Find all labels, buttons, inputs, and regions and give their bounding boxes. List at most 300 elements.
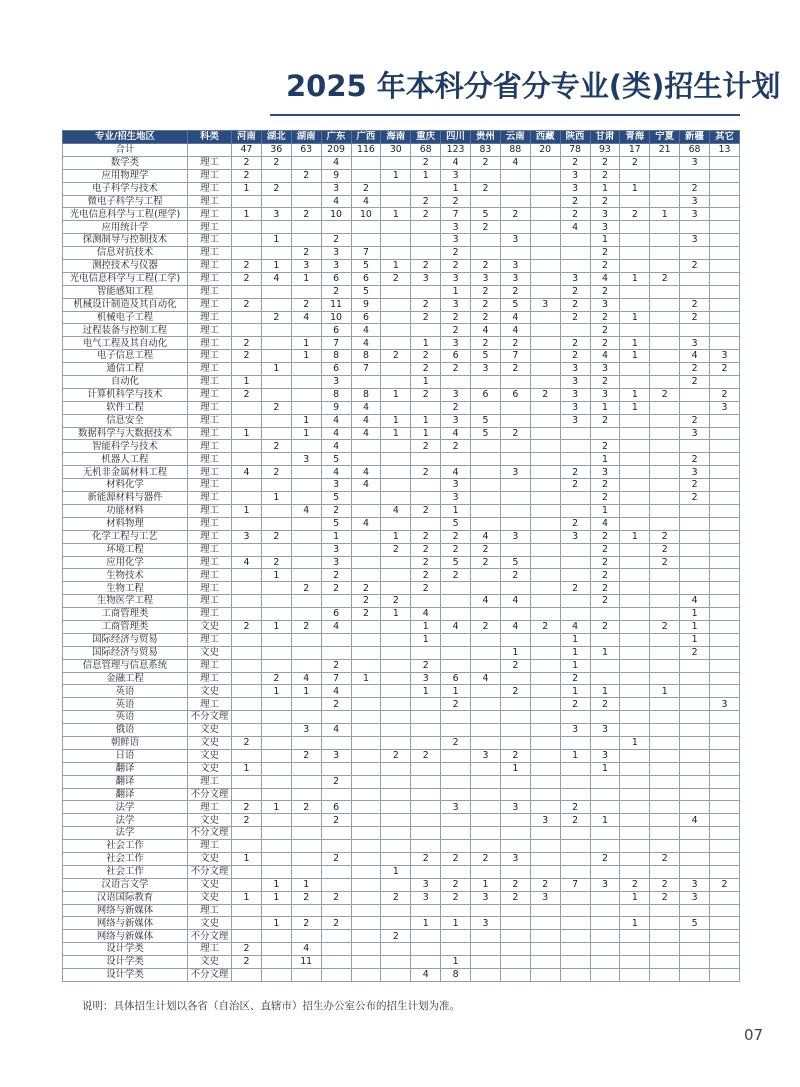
category-cell: 理工 (188, 208, 232, 221)
quota-cell (680, 324, 710, 337)
quota-cell (471, 685, 501, 698)
quota-cell (620, 582, 650, 595)
footnote: 说明：具体招生计划以各省（自治区、直辖市）招生办公室公布的招生计划为准。 (82, 1000, 460, 1012)
major-name-cell: 智能感知工程 (63, 285, 188, 298)
quota-cell: 2 (441, 311, 471, 324)
quota-cell: 4 (351, 517, 381, 530)
category-cell: 文史 (188, 736, 232, 749)
quota-cell (560, 775, 590, 788)
quota-cell: 1 (590, 401, 620, 414)
major-name-cell: 俄语 (63, 724, 188, 737)
quota-cell (261, 388, 291, 401)
category-cell: 理工 (188, 324, 232, 337)
quota-cell: 3 (441, 272, 471, 285)
quota-cell (530, 272, 560, 285)
header-province: 宁夏 (650, 131, 680, 144)
quota-cell (261, 788, 291, 801)
quota-cell (710, 827, 740, 840)
quota-cell (381, 479, 411, 492)
quota-cell (680, 504, 710, 517)
quota-cell (381, 685, 411, 698)
table-row (63, 156, 740, 169)
quota-cell: 2 (680, 298, 710, 311)
quota-cell (261, 298, 291, 311)
quota-cell (232, 401, 262, 414)
header-province: 陕西 (560, 131, 590, 144)
quota-cell (500, 492, 530, 505)
quota-cell (351, 930, 381, 943)
quota-cell: 1 (232, 376, 262, 389)
quota-cell: 2 (381, 930, 411, 943)
quota-cell (261, 195, 291, 208)
quota-cell (710, 479, 740, 492)
quota-cell (560, 736, 590, 749)
quota-cell: 2 (560, 479, 590, 492)
category-cell: 理工 (188, 840, 232, 853)
quota-cell (351, 801, 381, 814)
quota-cell: 1 (620, 401, 650, 414)
quota-cell (321, 221, 351, 234)
quota-cell (291, 840, 321, 853)
table-row (63, 195, 740, 208)
quota-cell (650, 414, 680, 427)
major-name-cell: 英语 (63, 685, 188, 698)
quota-cell: 1 (321, 530, 351, 543)
quota-cell (232, 711, 262, 724)
quota-cell (710, 814, 740, 827)
quota-cell (381, 646, 411, 659)
quota-cell: 7 (560, 878, 590, 891)
quota-cell (232, 930, 262, 943)
quota-cell: 5 (500, 298, 530, 311)
quota-cell (381, 337, 411, 350)
quota-cell: 2 (471, 285, 501, 298)
quota-cell (291, 156, 321, 169)
quota-cell (471, 865, 501, 878)
quota-cell (232, 672, 262, 685)
quota-cell (710, 260, 740, 273)
quota-cell (710, 221, 740, 234)
major-name-cell: 法学 (63, 801, 188, 814)
quota-cell (291, 363, 321, 376)
quota-cell (232, 543, 262, 556)
quota-cell (471, 376, 501, 389)
quota-cell (232, 917, 262, 930)
quota-cell: 3 (710, 350, 740, 363)
quota-cell: 4 (560, 620, 590, 633)
quota-cell: 2 (620, 208, 650, 221)
quota-cell: 2 (351, 182, 381, 195)
quota-cell: 3 (560, 182, 590, 195)
quota-cell (411, 247, 441, 260)
table-row (63, 736, 740, 749)
major-name-cell: 设计学类 (63, 943, 188, 956)
quota-cell (471, 762, 501, 775)
quota-cell (560, 891, 590, 904)
quota-cell (650, 247, 680, 260)
quota-cell: 7 (321, 337, 351, 350)
quota-cell (471, 234, 501, 247)
quota-cell: 1 (560, 749, 590, 762)
quota-cell: 4 (232, 466, 262, 479)
category-cell: 文史 (188, 878, 232, 891)
quota-cell: 1 (680, 633, 710, 646)
quota-cell (471, 569, 501, 582)
table-row (63, 698, 740, 711)
major-name-cell: 翻译 (63, 788, 188, 801)
quota-cell (261, 479, 291, 492)
quota-cell: 2 (590, 169, 620, 182)
major-name-cell: 社会工作 (63, 852, 188, 865)
quota-cell: 1 (411, 337, 441, 350)
quota-cell (291, 401, 321, 414)
quota-cell (381, 956, 411, 969)
quota-cell (291, 517, 321, 530)
table-row (63, 608, 740, 621)
quota-cell: 7 (500, 350, 530, 363)
quota-cell (261, 453, 291, 466)
major-name-cell: 合计 (63, 144, 188, 157)
quota-cell: 5 (321, 453, 351, 466)
quota-cell (650, 234, 680, 247)
quota-cell (710, 517, 740, 530)
quota-cell: 3 (680, 891, 710, 904)
quota-cell (530, 492, 560, 505)
quota-cell: 2 (321, 582, 351, 595)
quota-cell (411, 479, 441, 492)
quota-cell: 2 (530, 878, 560, 891)
category-cell: 理工 (188, 556, 232, 569)
quota-cell: 7 (351, 363, 381, 376)
quota-cell: 3 (321, 260, 351, 273)
quota-cell (321, 646, 351, 659)
category-cell: 理工 (188, 388, 232, 401)
quota-cell (291, 762, 321, 775)
quota-cell: 2 (291, 891, 321, 904)
quota-cell: 2 (441, 736, 471, 749)
quota-cell (650, 865, 680, 878)
quota-cell (232, 840, 262, 853)
quota-cell (500, 917, 530, 930)
quota-cell (471, 943, 501, 956)
table-row (63, 208, 740, 221)
category-cell: 理工 (188, 337, 232, 350)
quota-cell: 1 (291, 685, 321, 698)
quota-cell (500, 943, 530, 956)
quota-cell: 1 (441, 504, 471, 517)
quota-cell: 1 (291, 272, 321, 285)
quota-cell (620, 466, 650, 479)
quota-cell: 1 (232, 208, 262, 221)
quota-cell (232, 827, 262, 840)
quota-cell: 6 (321, 608, 351, 621)
quota-cell (500, 247, 530, 260)
category-cell: 理工 (188, 543, 232, 556)
quota-cell: 3 (291, 260, 321, 273)
quota-cell (381, 762, 411, 775)
page-number: 07 (744, 1026, 764, 1044)
quota-cell: 1 (232, 182, 262, 195)
major-name-cell: 英语 (63, 698, 188, 711)
quota-cell (351, 917, 381, 930)
table-row (63, 440, 740, 453)
quota-cell (261, 376, 291, 389)
quota-cell (321, 840, 351, 853)
quota-cell (560, 904, 590, 917)
quota-cell (560, 930, 590, 943)
quota-cell: 2 (590, 414, 620, 427)
quota-cell: 3 (500, 234, 530, 247)
quota-cell: 2 (710, 363, 740, 376)
quota-cell (590, 736, 620, 749)
quota-cell: 4 (351, 479, 381, 492)
quota-cell: 8 (321, 350, 351, 363)
quota-cell (381, 775, 411, 788)
quota-cell (650, 724, 680, 737)
quota-cell: 2 (500, 337, 530, 350)
major-name-cell: 计算机科学与技术 (63, 388, 188, 401)
quota-cell (321, 904, 351, 917)
table-row (63, 427, 740, 440)
quota-cell: 2 (590, 582, 620, 595)
quota-cell (411, 646, 441, 659)
quota-cell (650, 659, 680, 672)
quota-cell (710, 891, 740, 904)
quota-cell: 2 (441, 440, 471, 453)
quota-cell (680, 865, 710, 878)
quota-cell (530, 608, 560, 621)
quota-cell: 2 (291, 169, 321, 182)
quota-cell: 2 (680, 363, 710, 376)
quota-cell: 2 (261, 401, 291, 414)
quota-cell: 1 (620, 311, 650, 324)
quota-cell (351, 775, 381, 788)
quota-cell: 123 (441, 144, 471, 157)
quota-cell (680, 969, 710, 982)
quota-cell (710, 672, 740, 685)
quota-cell (291, 182, 321, 195)
major-name-cell: 电气工程及其自动化 (63, 337, 188, 350)
category-cell: 不分文理 (188, 827, 232, 840)
major-name-cell: 设计学类 (63, 969, 188, 982)
quota-cell (650, 956, 680, 969)
quota-cell (560, 852, 590, 865)
quota-cell (291, 904, 321, 917)
quota-cell (650, 736, 680, 749)
quota-cell (471, 775, 501, 788)
quota-cell (680, 827, 710, 840)
quota-cell (291, 659, 321, 672)
quota-cell (411, 453, 441, 466)
quota-cell (710, 943, 740, 956)
quota-cell (530, 234, 560, 247)
quota-cell: 2 (471, 156, 501, 169)
quota-cell (232, 608, 262, 621)
quota-cell (381, 814, 411, 827)
quota-cell (620, 376, 650, 389)
quota-cell: 116 (351, 144, 381, 157)
quota-cell (381, 453, 411, 466)
quota-cell: 4 (471, 324, 501, 337)
quota-cell: 2 (411, 582, 441, 595)
quota-cell (291, 466, 321, 479)
quota-cell (650, 466, 680, 479)
table-row (63, 749, 740, 762)
quota-cell: 4 (291, 504, 321, 517)
quota-cell: 2 (590, 698, 620, 711)
quota-cell: 2 (441, 569, 471, 582)
quota-cell: 3 (560, 363, 590, 376)
quota-cell (471, 517, 501, 530)
quota-cell (232, 440, 262, 453)
quota-cell: 1 (650, 685, 680, 698)
quota-cell (411, 711, 441, 724)
major-name-cell: 工商管理类 (63, 620, 188, 633)
quota-cell: 7 (441, 208, 471, 221)
quota-cell: 2 (411, 195, 441, 208)
quota-cell: 1 (261, 878, 291, 891)
table-row (63, 401, 740, 414)
quota-cell (411, 492, 441, 505)
quota-cell (381, 904, 411, 917)
quota-cell (650, 363, 680, 376)
quota-cell (232, 788, 262, 801)
quota-cell: 13 (710, 144, 740, 157)
quota-cell (471, 646, 501, 659)
quota-cell (500, 414, 530, 427)
quota-cell (530, 479, 560, 492)
quota-cell: 2 (321, 814, 351, 827)
major-name-cell: 数学类 (63, 156, 188, 169)
quota-cell (650, 930, 680, 943)
quota-cell: 2 (650, 891, 680, 904)
quota-cell: 2 (411, 311, 441, 324)
quota-cell: 2 (590, 260, 620, 273)
quota-cell (680, 840, 710, 853)
category-cell: 理工 (188, 272, 232, 285)
category-cell: 文史 (188, 956, 232, 969)
quota-cell (381, 620, 411, 633)
quota-cell: 4 (321, 685, 351, 698)
major-name-cell: 法学 (63, 814, 188, 827)
quota-cell: 1 (381, 208, 411, 221)
quota-cell: 2 (650, 620, 680, 633)
quota-cell (650, 840, 680, 853)
quota-cell (232, 569, 262, 582)
header-province: 河南 (232, 131, 262, 144)
quota-cell: 3 (321, 247, 351, 260)
quota-cell: 2 (560, 517, 590, 530)
quota-cell: 1 (411, 376, 441, 389)
quota-cell (650, 672, 680, 685)
quota-cell (620, 814, 650, 827)
quota-cell (560, 324, 590, 337)
quota-cell: 8 (441, 969, 471, 982)
table-row (63, 556, 740, 569)
quota-cell: 7 (321, 672, 351, 685)
major-name-cell: 信息对抗技术 (63, 247, 188, 260)
quota-cell: 3 (590, 388, 620, 401)
quota-cell (381, 788, 411, 801)
quota-cell: 3 (441, 492, 471, 505)
quota-cell: 2 (291, 917, 321, 930)
quota-cell (680, 272, 710, 285)
major-name-cell: 化学工程与工艺 (63, 530, 188, 543)
category-cell: 理工 (188, 350, 232, 363)
major-name-cell: 光电信息科学与工程(工学) (63, 272, 188, 285)
quota-cell: 2 (650, 878, 680, 891)
quota-cell: 1 (291, 427, 321, 440)
quota-cell (620, 440, 650, 453)
quota-cell: 2 (650, 530, 680, 543)
quota-cell: 3 (441, 479, 471, 492)
quota-cell (471, 969, 501, 982)
quota-cell (261, 427, 291, 440)
quota-cell: 2 (560, 801, 590, 814)
quota-cell (321, 878, 351, 891)
quota-cell (500, 453, 530, 466)
table-row (63, 891, 740, 904)
quota-cell: 3 (590, 298, 620, 311)
quota-cell (620, 698, 650, 711)
quota-cell (560, 543, 590, 556)
quota-cell (291, 221, 321, 234)
quota-cell: 4 (321, 620, 351, 633)
quota-cell (381, 234, 411, 247)
quota-cell (650, 182, 680, 195)
quota-cell (530, 401, 560, 414)
quota-cell: 3 (590, 724, 620, 737)
quota-cell (650, 788, 680, 801)
quota-cell (710, 556, 740, 569)
quota-cell (620, 569, 650, 582)
quota-cell: 2 (441, 195, 471, 208)
quota-cell (650, 646, 680, 659)
header-province: 云南 (500, 131, 530, 144)
quota-cell (620, 479, 650, 492)
quota-cell: 2 (441, 324, 471, 337)
quota-cell (650, 504, 680, 517)
quota-cell: 2 (261, 530, 291, 543)
quota-cell (232, 878, 262, 891)
quota-cell (471, 608, 501, 621)
major-name-cell: 机械设计制造及其自动化 (63, 298, 188, 311)
major-name-cell: 汉语言文学 (63, 878, 188, 891)
quota-cell (500, 195, 530, 208)
quota-cell: 30 (381, 144, 411, 157)
quota-cell (381, 840, 411, 853)
major-name-cell: 设计学类 (63, 956, 188, 969)
quota-cell: 2 (232, 260, 262, 273)
quota-cell: 2 (441, 363, 471, 376)
quota-cell (351, 711, 381, 724)
quota-cell (590, 788, 620, 801)
quota-cell: 2 (590, 595, 620, 608)
quota-cell (620, 788, 650, 801)
quota-cell (590, 865, 620, 878)
quota-cell (351, 904, 381, 917)
quota-cell (441, 646, 471, 659)
major-name-cell: 通信工程 (63, 363, 188, 376)
quota-cell (500, 930, 530, 943)
quota-cell (590, 840, 620, 853)
quota-cell (710, 466, 740, 479)
category-cell: 文史 (188, 852, 232, 865)
quota-cell: 2 (441, 401, 471, 414)
quota-cell (500, 401, 530, 414)
major-name-cell: 自动化 (63, 376, 188, 389)
quota-cell (620, 904, 650, 917)
